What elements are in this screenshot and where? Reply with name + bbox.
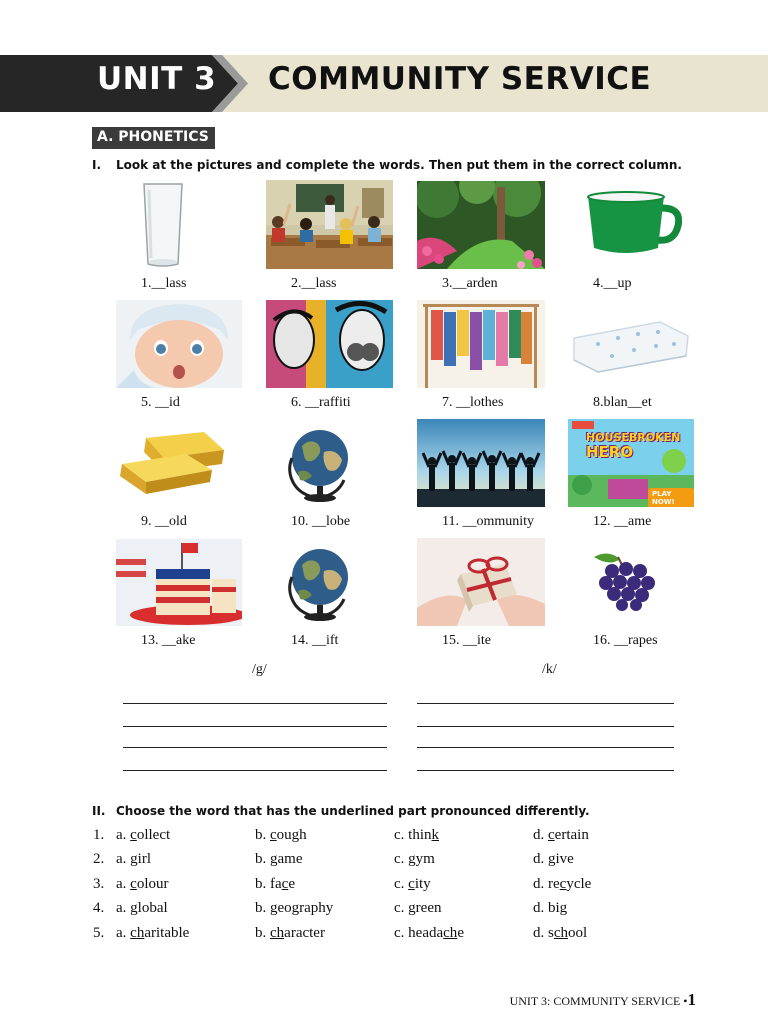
column-heading-g: /g/ [252,662,267,677]
option-b[interactable] [255,925,325,942]
picture-garden [417,181,545,269]
game-banner-line-1: HOUSEBROKEN [586,431,681,444]
answer-line-k-1[interactable] [417,703,674,704]
exercise-2-text: Choose the word that has the underlined part pronounced differently. [116,804,590,818]
underlined-part: c [408,876,415,892]
answer-line-k-4[interactable] [417,770,674,771]
item-label-13: 13. __ake [141,633,196,648]
option-text: e [288,876,295,892]
underlined-part: g [408,900,416,916]
option-text: c. [394,900,409,916]
picture-graffiti [266,300,393,388]
option-text: aracter [284,925,325,941]
option-text: a. [116,925,131,941]
picture-gift [417,538,545,626]
option-text: a. [116,827,131,843]
option-c[interactable] [394,876,431,893]
item-label-16: 16. __rapes [593,633,658,648]
option-text: ycle [566,876,592,892]
game-banner-title [586,431,680,460]
option-text: ool [568,925,588,941]
question-row [0,851,768,871]
item-label-3: 3.__arden [442,276,498,291]
page-footer [510,990,696,1010]
option-text: ive [555,851,574,867]
option-text: c. [394,851,409,867]
option-text: d. [533,851,548,867]
underlined-part: c [130,827,137,843]
item-label-1: 1.__lass [141,276,187,291]
option-d[interactable] [533,876,591,893]
option-text: reen [415,900,442,916]
question-number: 3. [93,876,105,892]
underlined-part: g [130,851,138,867]
option-text: b. [255,900,270,916]
option-text: ertain [554,827,589,843]
option-text: d. re [533,876,560,892]
underlined-part: c [130,876,137,892]
picture-cake [116,539,242,626]
underlined-part: c [548,827,555,843]
option-text: ity [414,876,431,892]
underlined-part: g [408,851,416,867]
picture-community [417,419,545,507]
item-label-15: 15. __ite [442,633,491,648]
option-a[interactable] [116,900,168,917]
underlined-part: ch [270,925,285,941]
question-number: 4. [93,900,105,916]
option-a[interactable] [116,851,151,868]
option-text: c. [394,876,409,892]
answer-line-g-4[interactable] [123,770,387,771]
exercise-1-number: I. [92,158,102,172]
exercise-1-text: Look at the pictures and complete the words. Then put them in the correct column. [116,158,682,172]
option-d[interactable] [533,851,574,868]
item-label-6: 6. __raffiti [291,395,351,410]
picture-grapes [588,549,666,613]
item-label-10: 10. __lobe [291,514,351,529]
question-row [0,900,768,920]
picture-clothes [417,300,545,388]
question-number: 1. [93,827,105,843]
item-label-9: 9. __old [141,514,187,529]
option-b[interactable] [255,827,307,844]
option-c[interactable] [394,827,439,844]
picture-glass [141,182,185,268]
picture-game [568,419,694,507]
option-text: b. [255,827,270,843]
picture-blanket [568,304,692,384]
item-label-14: 14. __ift [291,633,339,648]
item-label-2: 2.__lass [291,276,337,291]
underlined-part: ch [553,925,569,941]
option-text: aritable [144,925,190,941]
answer-line-g-3[interactable] [123,747,387,748]
option-c[interactable] [394,851,435,868]
item-label-4: 4.__up [593,276,632,291]
underlined-part: ch [130,925,145,941]
option-d[interactable] [533,925,587,942]
option-text: ame [277,851,303,867]
option-text: e [457,925,464,941]
page-number: 1 [687,990,696,1009]
underlined-part: ch [443,925,458,941]
option-text: a. [116,900,131,916]
underlined-part: g [559,900,568,916]
question-row [0,925,768,945]
question-row [0,827,768,847]
option-text: c. heada [394,925,444,941]
option-text: b. fa [255,876,282,892]
underlined-part: c [270,827,277,843]
picture-classroom [266,180,393,269]
option-a[interactable] [116,925,189,942]
question-row [0,876,768,896]
option-text: c. thin [394,827,432,843]
question-number: 5. [93,925,105,941]
item-label-5: 5. __id [141,395,180,410]
underlined-part: c [281,876,289,892]
option-text: ollect [136,827,171,843]
option-text: ym [415,851,435,867]
option-d[interactable] [533,900,567,917]
answer-line-g-1[interactable] [123,703,387,704]
option-d[interactable] [533,827,589,844]
option-text: irl [137,851,152,867]
option-text: lobal [137,900,168,916]
option-a[interactable] [116,876,169,893]
option-b[interactable] [255,876,295,893]
option-text: a. [116,851,131,867]
option-c[interactable] [394,925,464,942]
option-text: olour [136,876,169,892]
option-a[interactable] [116,827,170,844]
option-text: d. [533,827,548,843]
picture-gold [116,424,232,494]
play-now-button: PLAY NOW! [648,488,694,507]
underlined-part: k [431,827,439,843]
question-number: 2. [93,851,105,867]
picture-globe-1 [284,422,354,504]
answer-line-k-2[interactable] [417,726,674,727]
option-b[interactable] [255,851,302,868]
picture-globe-2 [284,541,354,623]
picture-cup [584,190,682,258]
option-text: d. s [533,925,554,941]
option-text: b. [255,925,270,941]
option-text: b. [255,851,270,867]
exercise-2-number: II. [92,804,106,818]
unit-banner [0,55,768,112]
unit-number: UNIT 3 [97,61,217,97]
option-text: d. bi [533,900,560,916]
item-label-12: 12. __ame [593,514,652,529]
underlined-part: c [559,876,567,892]
item-label-8: 8.blan__et [593,395,652,410]
game-banner-line-2: HERO [586,443,634,461]
option-text: ough [276,827,307,843]
option-text: eography [277,900,334,916]
answer-line-k-3[interactable] [417,747,674,748]
item-label-11: 11. __ommunity [442,514,535,529]
section-heading-phonetics: A. PHONETICS [92,127,215,149]
answer-line-g-2[interactable] [123,726,387,727]
underlined-part: g [548,851,556,867]
underlined-part: g [270,851,278,867]
underlined-part: g [130,900,138,916]
footer-text: UNIT 3: COMMUNITY SERVICE • [509,994,688,1008]
option-c[interactable] [394,900,441,917]
item-label-7: 7. __lothes [442,395,504,410]
underlined-part: g [270,900,278,916]
column-heading-k: /k/ [542,662,557,677]
option-b[interactable] [255,900,333,917]
option-text: a. [116,876,131,892]
unit-title: COMMUNITY SERVICE [268,61,652,97]
picture-kid [116,300,242,388]
